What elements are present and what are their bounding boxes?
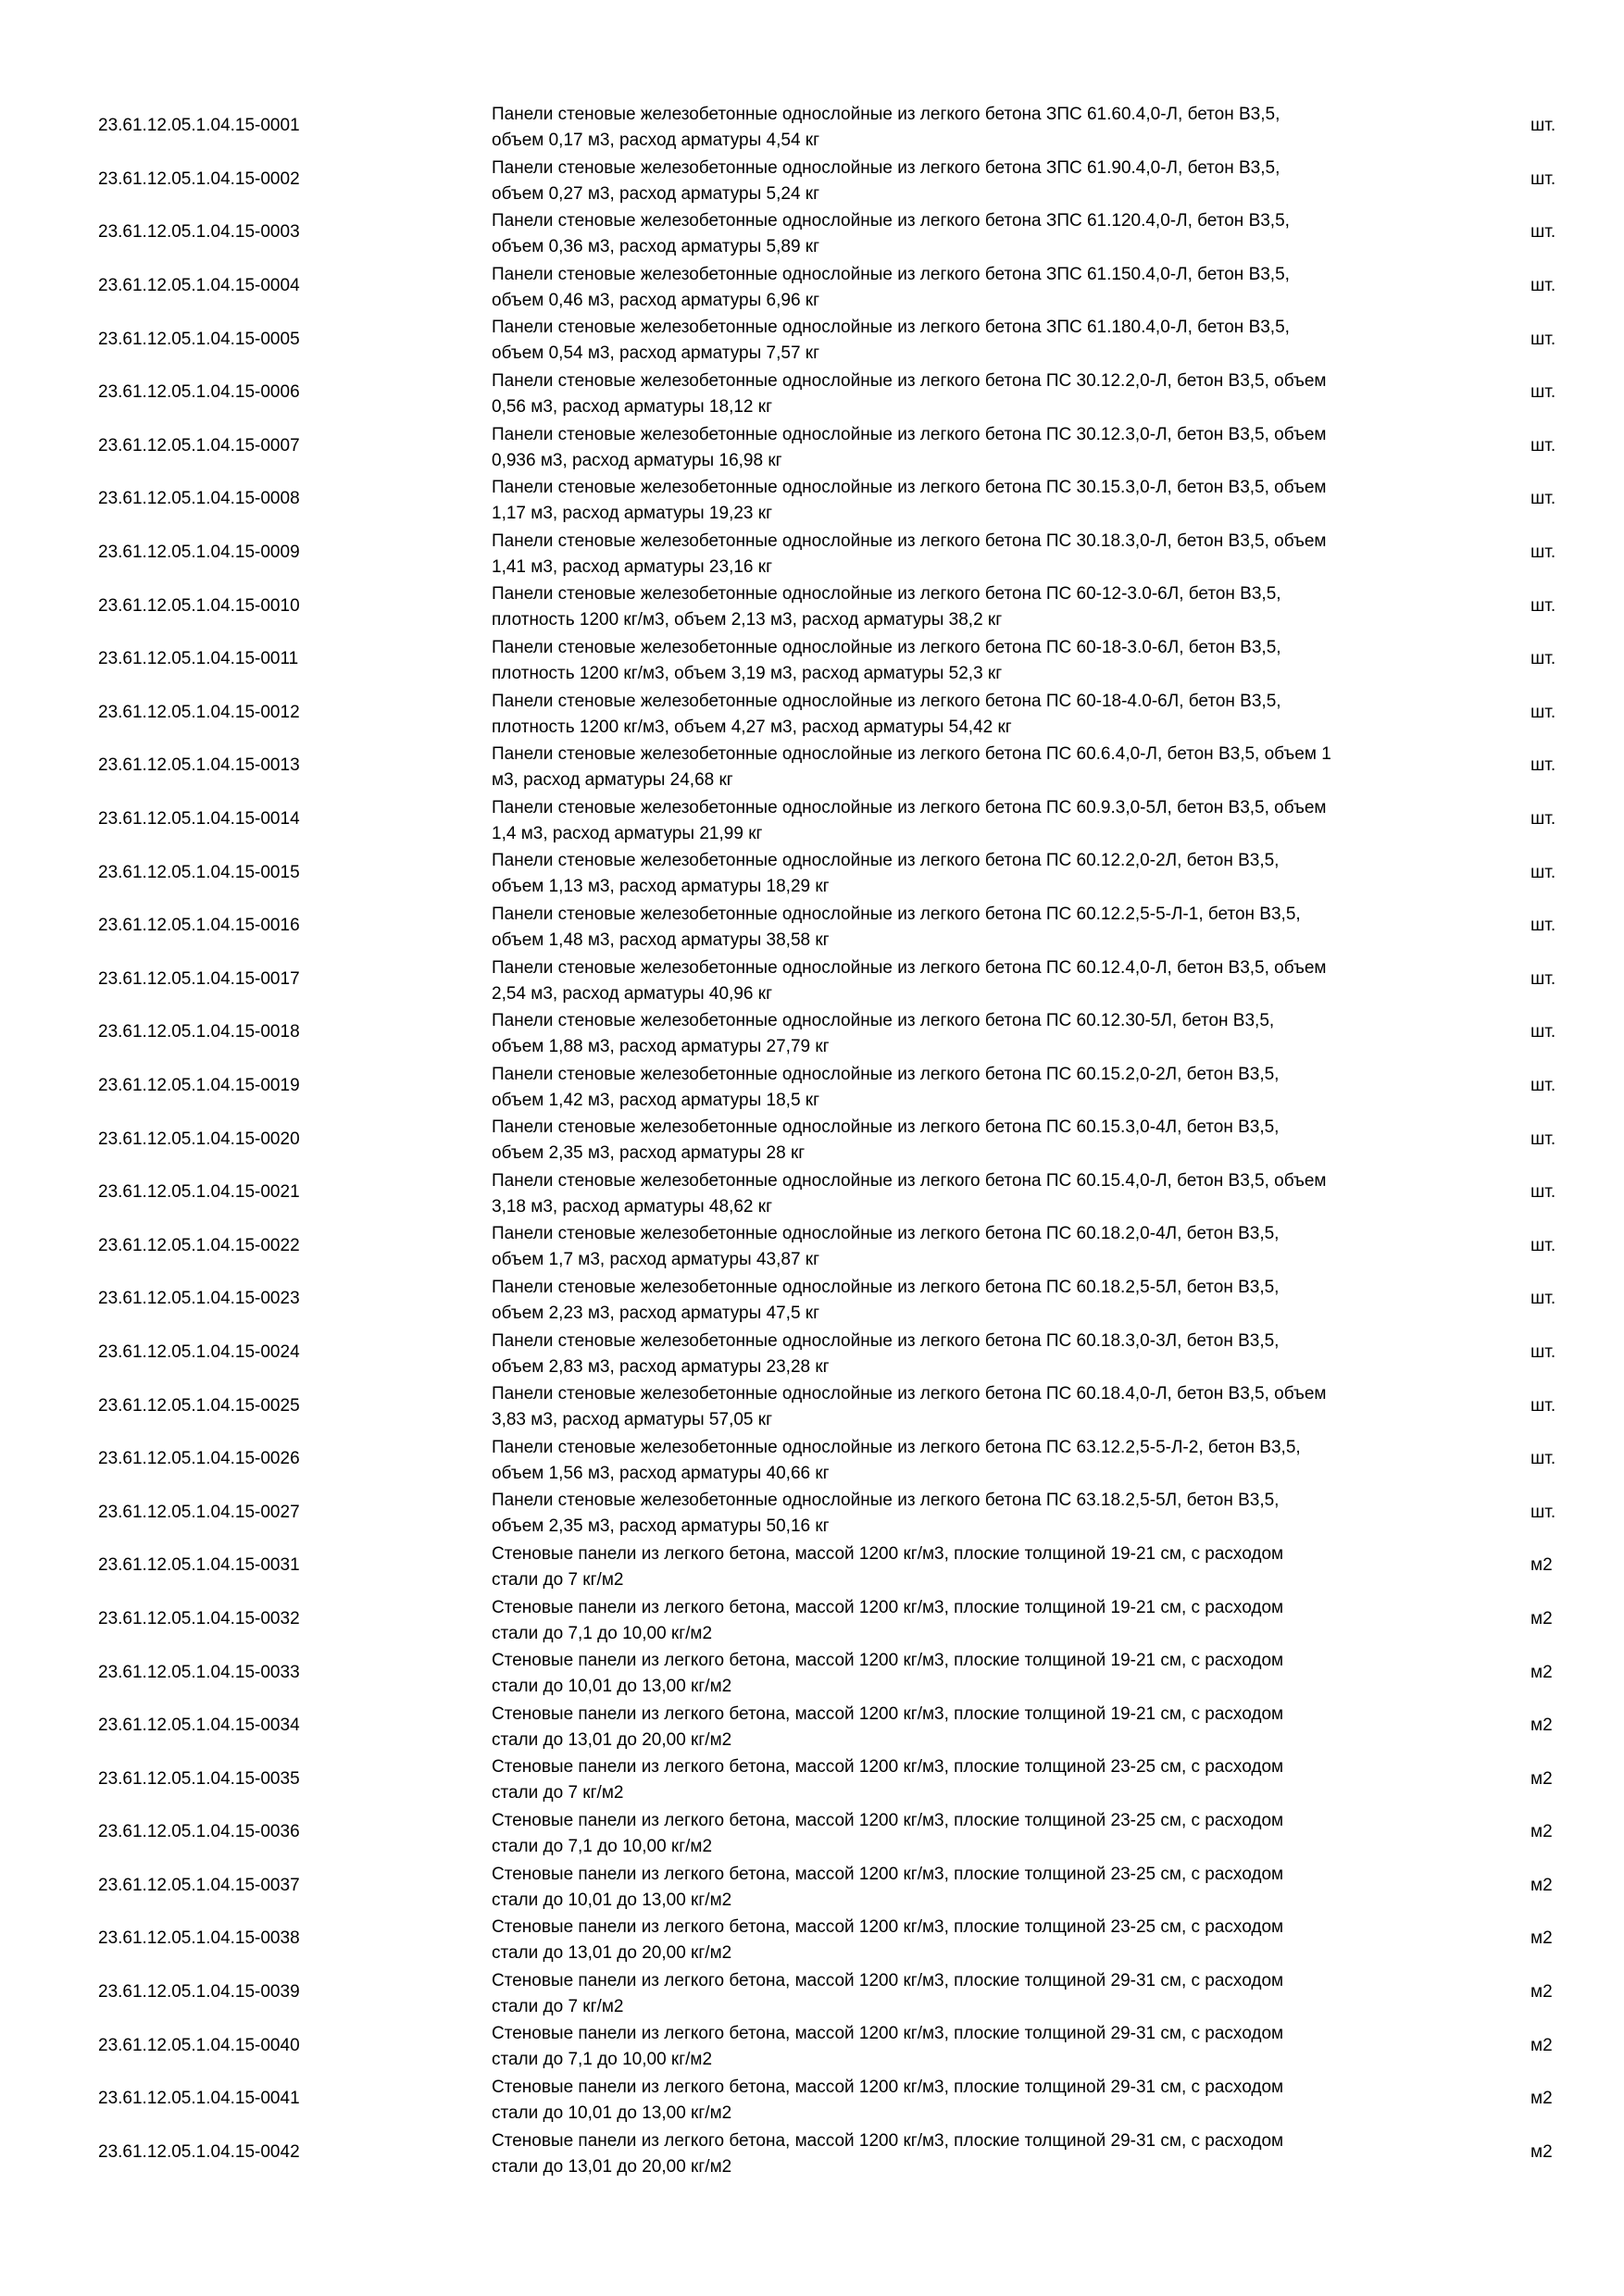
resource-code: 23.61.12.05.1.04.15-0040 bbox=[98, 2035, 300, 2055]
resource-description: Панели стеновые железобетонные однослойные из легкого бетона ПС 60.15.2,0-2Л, бетон В3,5, объем 1,42 м3, расход арматуры 18,5 кг bbox=[492, 1064, 1280, 1110]
price-list-table bbox=[0, 99, 1624, 2178]
table-row bbox=[0, 899, 1624, 953]
unit-of-measure: шт. bbox=[1530, 916, 1556, 936]
unit-of-measure: м2 bbox=[1530, 1768, 1553, 1789]
resource-code: 23.61.12.05.1.04.15-0041 bbox=[98, 2089, 300, 2109]
resource-code: 23.61.12.05.1.04.15-0032 bbox=[98, 1608, 300, 1628]
resource-code: 23.61.12.05.1.04.15-0039 bbox=[98, 1982, 300, 2003]
table-row bbox=[0, 259, 1624, 313]
unit-of-measure: м2 bbox=[1530, 2089, 1553, 2109]
resource-code: 23.61.12.05.1.04.15-0022 bbox=[98, 1235, 300, 1255]
table-row bbox=[0, 686, 1624, 740]
unit-of-measure: шт. bbox=[1530, 168, 1556, 189]
resource-description: Панели стеновые железобетонные однослойные из легкого бетона ЗПС 61.180.4,0-Л, бетон В3,5, объем 0,54 м3, расход арматуры 7,57 кг bbox=[492, 318, 1290, 364]
table-row bbox=[0, 312, 1624, 366]
unit-of-measure: шт. bbox=[1530, 1289, 1556, 1309]
table-row bbox=[0, 206, 1624, 259]
unit-of-measure: м2 bbox=[1530, 1555, 1553, 1576]
resource-code: 23.61.12.05.1.04.15-0013 bbox=[98, 755, 300, 776]
table-row bbox=[0, 1218, 1624, 1272]
unit-of-measure: шт. bbox=[1530, 649, 1556, 669]
resource-code: 23.61.12.05.1.04.15-0020 bbox=[98, 1129, 300, 1149]
table-row bbox=[0, 845, 1624, 899]
resource-code: 23.61.12.05.1.04.15-0005 bbox=[98, 329, 300, 349]
table-row bbox=[0, 1592, 1624, 1646]
unit-of-measure: шт. bbox=[1530, 1502, 1556, 1522]
unit-of-measure: шт. bbox=[1530, 595, 1556, 616]
table-row bbox=[0, 739, 1624, 792]
unit-of-measure: шт. bbox=[1530, 222, 1556, 243]
resource-description: Панели стеновые железобетонные однослойные из легкого бетона ПС 60.12.2,0-2Л, бетон В3,5, объем 1,13 м3, расход арматуры 18,29 кг bbox=[492, 851, 1280, 897]
table-row bbox=[0, 632, 1624, 686]
resource-description: Панели стеновые железобетонные однослойные из легкого бетона ПС 60.9.3,0-5Л, бетон В3,5, объем 1,4 м3, расход арматуры 21,99 кг bbox=[492, 797, 1327, 843]
table-row bbox=[0, 792, 1624, 846]
resource-description: Панели стеновые железобетонные однослойные из легкого бетона ПС 60.6.4,0-Л, бетон В3,5, объем 1 м3, расход арматуры 24,68 кг bbox=[492, 744, 1331, 791]
resource-description: Панели стеновые железобетонные однослойные из легкого бетона ЗПС 61.60.4,0-Л, бетон В3,5, объем 0,17 м3, расход арматуры 4,54 кг bbox=[492, 105, 1280, 150]
resource-description: Стеновые панели из легкого бетона, массой 1200 кг/м3, плоские толщиной 29-31 см, с расходом стали до 10,01 до 13,00 кг/м2 bbox=[492, 2077, 1284, 2123]
resource-description: Стеновые панели из легкого бетона, массой 1200 кг/м3, плоские толщиной 29-31 см, с расходом стали до 7,1 до 10,00 кг/м2 bbox=[492, 2024, 1284, 2070]
unit-of-measure: шт. bbox=[1530, 435, 1556, 455]
resource-code: 23.61.12.05.1.04.15-0001 bbox=[98, 116, 300, 136]
resource-code: 23.61.12.05.1.04.15-0025 bbox=[98, 1395, 300, 1416]
resource-description: Панели стеновые железобетонные однослойные из легкого бетона ПС 60.18.3,0-3Л, бетон В3,5, объем 2,83 м3, расход арматуры 23,28 кг bbox=[492, 1330, 1280, 1377]
resource-description: Панели стеновые железобетонные однослойные из легкого бетона ПС 30.15.3,0-Л, бетон В3,5, объем 1,17 м3, расход арматуры 19,23 кг bbox=[492, 478, 1327, 524]
resource-description: Панели стеновые железобетонные однослойные из легкого бетона ПС 30.12.2,0-Л, бетон В3,5, объем 0,56 м3, расход арматуры 18,12 кг bbox=[492, 370, 1327, 417]
resource-description: Стеновые панели из легкого бетона, массой 1200 кг/м3, плоские толщиной 23-25 см, с расходом стали до 13,01 до 20,00 кг/м2 bbox=[492, 1917, 1284, 1964]
resource-code: 23.61.12.05.1.04.15-0004 bbox=[98, 276, 300, 296]
unit-of-measure: м2 bbox=[1530, 1875, 1553, 1895]
table-row bbox=[0, 1859, 1624, 1913]
resource-description: Стеновые панели из легкого бетона, массой 1200 кг/м3, плоские толщиной 23-25 см, с расходом стали до 7,1 до 10,00 кг/м2 bbox=[492, 1811, 1284, 1856]
resource-description: Панели стеновые железобетонные однослойные из легкого бетона ПС 60.18.4,0-Л, бетон В3,5, объем 3,83 м3, расход арматуры 57,05 кг bbox=[492, 1384, 1327, 1430]
resource-code: 23.61.12.05.1.04.15-0037 bbox=[98, 1875, 300, 1895]
unit-of-measure: шт. bbox=[1530, 1341, 1556, 1362]
resource-code: 23.61.12.05.1.04.15-0031 bbox=[98, 1555, 300, 1576]
resource-description: Панели стеновые железобетонные однослойные из легкого бетона ПС 63.18.2,5-5Л, бетон В3,5, объем 2,35 м3, расход арматуры 50,16 кг bbox=[492, 1491, 1280, 1537]
table-row bbox=[0, 366, 1624, 419]
unit-of-measure: м2 bbox=[1530, 1982, 1553, 2003]
unit-of-measure: шт. bbox=[1530, 1395, 1556, 1416]
resource-code: 23.61.12.05.1.04.15-0027 bbox=[98, 1502, 300, 1522]
resource-code: 23.61.12.05.1.04.15-0024 bbox=[98, 1341, 300, 1362]
table-row bbox=[0, 1752, 1624, 1805]
resource-code: 23.61.12.05.1.04.15-0009 bbox=[98, 543, 300, 563]
resource-description: Стеновые панели из легкого бетона, массой 1200 кг/м3, плоские толщиной 23-25 см, с расходом стали до 7 кг/м2 bbox=[492, 1757, 1284, 1803]
unit-of-measure: м2 bbox=[1530, 2035, 1553, 2055]
resource-description: Панели стеновые железобетонные однослойные из легкого бетона ПС 30.12.3,0-Л, бетон В3,5, объем 0,936 м3, расход арматуры 16,98 кг bbox=[492, 424, 1327, 470]
unit-of-measure: м2 bbox=[1530, 1662, 1553, 1682]
resource-code: 23.61.12.05.1.04.15-0003 bbox=[98, 222, 300, 243]
unit-of-measure: м2 bbox=[1530, 1608, 1553, 1628]
resource-description: Панели стеновые железобетонные однослойные из легкого бетона ПС 60.15.4,0-Л, бетон В3,5, объем 3,18 м3, расход арматуры 48,62 кг bbox=[492, 1170, 1327, 1217]
unit-of-measure: шт. bbox=[1530, 543, 1556, 563]
unit-of-measure: шт. bbox=[1530, 755, 1556, 776]
resource-description: Стеновые панели из легкого бетона, массой 1200 кг/м3, плоские толщиной 29-31 см, с расходом стали до 13,01 до 20,00 кг/м2 bbox=[492, 2130, 1284, 2177]
resource-description: Стеновые панели из легкого бетона, массой 1200 кг/м3, плоские толщиной 19-21 см, с расходом стали до 13,01 до 20,00 кг/м2 bbox=[492, 1703, 1284, 1750]
table-row bbox=[0, 2018, 1624, 2072]
resource-description: Панели стеновые железобетонные однослойные из легкого бетона ПС 63.12.2,5-5-Л-2, бетон В3,5, объем 1,56 м3, расход арматуры 40,66 кг bbox=[492, 1437, 1301, 1483]
unit-of-measure: шт. bbox=[1530, 1022, 1556, 1042]
table-row bbox=[0, 472, 1624, 526]
unit-of-measure: м2 bbox=[1530, 1716, 1553, 1736]
resource-description: Панели стеновые железобетонные однослойные из легкого бетона ПС 60.12.30-5Л, бетон В3,5, объем 1,88 м3, расход арматуры 27,79 кг bbox=[492, 1011, 1275, 1057]
resource-description: Стеновые панели из легкого бетона, массой 1200 кг/м3, плоские толщиной 29-31 см, с расходом стали до 7 кг/м2 bbox=[492, 1970, 1284, 2016]
table-row bbox=[0, 526, 1624, 580]
unit-of-measure: шт. bbox=[1530, 862, 1556, 882]
resource-description: Панели стеновые железобетонные однослойные из легкого бетона ЗПС 61.150.4,0-Л, бетон В3,5, объем 0,46 м3, расход арматуры 6,96 кг bbox=[492, 264, 1290, 310]
unit-of-measure: шт. bbox=[1530, 702, 1556, 722]
resource-description: Панели стеновые железобетонные однослойные из легкого бетона ПС 60.12.2,5-5-Л-1, бетон В3,5, объем 1,48 м3, расход арматуры 38,58 кг bbox=[492, 904, 1301, 950]
resource-description: Стеновые панели из легкого бетона, массой 1200 кг/м3, плоские толщиной 19-21 см, с расходом стали до 7,1 до 10,00 кг/м2 bbox=[492, 1597, 1284, 1643]
unit-of-measure: шт. bbox=[1530, 116, 1556, 136]
table-row bbox=[0, 153, 1624, 206]
resource-code: 23.61.12.05.1.04.15-0021 bbox=[98, 1182, 300, 1203]
resource-code: 23.61.12.05.1.04.15-0011 bbox=[98, 649, 299, 669]
resource-code: 23.61.12.05.1.04.15-0006 bbox=[98, 382, 300, 403]
table-row bbox=[0, 1112, 1624, 1166]
resource-code: 23.61.12.05.1.04.15-0008 bbox=[98, 489, 300, 509]
resource-code: 23.61.12.05.1.04.15-0042 bbox=[98, 2141, 300, 2162]
unit-of-measure: шт. bbox=[1530, 1129, 1556, 1149]
resource-description: Панели стеновые железобетонные однослойные из легкого бетона ПС 30.18.3,0-Л, бетон В3,5, объем 1,41 м3, расход арматуры 23,16 кг bbox=[492, 530, 1327, 577]
resource-description: Панели стеновые железобетонные однослойные из легкого бетона ПС 60.18.2,5-5Л, бетон В3,5, объем 2,23 м3, расход арматуры 47,5 кг bbox=[492, 1278, 1280, 1324]
unit-of-measure: м2 bbox=[1530, 1822, 1553, 1842]
resource-description: Стеновые панели из легкого бетона, массой 1200 кг/м3, плоские толщиной 19-21 см, с расходом стали до 10,01 до 13,00 кг/м2 bbox=[492, 1651, 1284, 1697]
table-row bbox=[0, 1272, 1624, 1326]
table-row bbox=[0, 99, 1624, 153]
unit-of-measure: шт. bbox=[1530, 329, 1556, 349]
table-row bbox=[0, 1539, 1624, 1592]
resource-code: 23.61.12.05.1.04.15-0014 bbox=[98, 809, 300, 830]
resource-description: Панели стеновые железобетонные однослойные из легкого бетона ПС 60.15.3,0-4Л, бетон В3,5, объем 2,35 м3, расход арматуры 28 кг bbox=[492, 1117, 1280, 1164]
unit-of-measure: м2 bbox=[1530, 2141, 1553, 2162]
resource-description: Стеновые панели из легкого бетона, массой 1200 кг/м3, плоские толщиной 23-25 см, с расходом стали до 10,01 до 13,00 кг/м2 bbox=[492, 1864, 1284, 1910]
resource-description: Панели стеновые железобетонные однослойные из легкого бетона ПС 60.12.4,0-Л, бетон В3,5, объем 2,54 м3, расход арматуры 40,96 кг bbox=[492, 957, 1327, 1004]
unit-of-measure: шт. bbox=[1530, 1449, 1556, 1469]
resource-description: Панели стеновые железобетонные однослойные из легкого бетона ПС 60-18-4.0-6Л, бетон В3,5, плотность 1200 кг/м3, объем 4,27 м3, расход арматуры 54,42 кг bbox=[492, 691, 1281, 737]
table-row bbox=[0, 579, 1624, 632]
resource-description: Панели стеновые железобетонные однослойные из легкого бетона ЗПС 61.120.4,0-Л, бетон В3,5, объем 0,36 м3, расход арматуры 5,89 кг bbox=[492, 211, 1290, 257]
resource-code: 23.61.12.05.1.04.15-0034 bbox=[98, 1716, 300, 1736]
table-row bbox=[0, 953, 1624, 1006]
unit-of-measure: м2 bbox=[1530, 1928, 1553, 1949]
resource-code: 23.61.12.05.1.04.15-0018 bbox=[98, 1022, 300, 1042]
table-row bbox=[0, 1912, 1624, 1965]
unit-of-measure: шт. bbox=[1530, 489, 1556, 509]
table-row bbox=[0, 1485, 1624, 1539]
resource-code: 23.61.12.05.1.04.15-0036 bbox=[98, 1822, 300, 1842]
table-row bbox=[0, 1059, 1624, 1113]
table-row bbox=[0, 1965, 1624, 2019]
table-row bbox=[0, 2126, 1624, 2179]
table-row bbox=[0, 1005, 1624, 1059]
resource-code: 23.61.12.05.1.04.15-0033 bbox=[98, 1662, 300, 1682]
resource-code: 23.61.12.05.1.04.15-0015 bbox=[98, 862, 300, 882]
resource-code: 23.61.12.05.1.04.15-0019 bbox=[98, 1075, 300, 1095]
unit-of-measure: шт. bbox=[1530, 276, 1556, 296]
resource-code: 23.61.12.05.1.04.15-0026 bbox=[98, 1449, 300, 1469]
resource-code: 23.61.12.05.1.04.15-0016 bbox=[98, 916, 300, 936]
resource-code: 23.61.12.05.1.04.15-0023 bbox=[98, 1289, 300, 1309]
table-row bbox=[0, 1326, 1624, 1379]
unit-of-measure: шт. bbox=[1530, 809, 1556, 830]
resource-code: 23.61.12.05.1.04.15-0035 bbox=[98, 1768, 300, 1789]
unit-of-measure: шт. bbox=[1530, 382, 1556, 403]
resource-code: 23.61.12.05.1.04.15-0012 bbox=[98, 702, 300, 722]
unit-of-measure: шт. bbox=[1530, 968, 1556, 989]
unit-of-measure: шт. bbox=[1530, 1182, 1556, 1203]
unit-of-measure: шт. bbox=[1530, 1235, 1556, 1255]
resource-code: 23.61.12.05.1.04.15-0007 bbox=[98, 435, 300, 455]
table-row bbox=[0, 1805, 1624, 1859]
resource-code: 23.61.12.05.1.04.15-0017 bbox=[98, 968, 300, 989]
table-row bbox=[0, 1645, 1624, 1699]
resource-description: Панели стеновые железобетонные однослойные из легкого бетона ЗПС 61.90.4,0-Л, бетон В3,5, объем 0,27 м3, расход арматуры 5,24 кг bbox=[492, 157, 1280, 204]
resource-description: Панели стеновые железобетонные однослойные из легкого бетона ПС 60-12-3.0-6Л, бетон В3,5, плотность 1200 кг/м3, объем 2,13 м3, расход арматуры 38,2 кг bbox=[492, 584, 1281, 630]
unit-of-measure: шт. bbox=[1530, 1075, 1556, 1095]
resource-code: 23.61.12.05.1.04.15-0038 bbox=[98, 1928, 300, 1949]
table-row bbox=[0, 1432, 1624, 1486]
table-row bbox=[0, 2072, 1624, 2126]
table-row bbox=[0, 1699, 1624, 1753]
resource-code: 23.61.12.05.1.04.15-0002 bbox=[98, 168, 300, 189]
table-row bbox=[0, 1379, 1624, 1432]
table-row bbox=[0, 419, 1624, 473]
resource-description: Стеновые панели из легкого бетона, массой 1200 кг/м3, плоские толщиной 19-21 см, с расходом стали до 7 кг/м2 bbox=[492, 1544, 1284, 1591]
resource-code: 23.61.12.05.1.04.15-0010 bbox=[98, 595, 300, 616]
table-row bbox=[0, 1166, 1624, 1219]
resource-description: Панели стеновые железобетонные однослойные из легкого бетона ПС 60-18-3.0-6Л, бетон В3,5, плотность 1200 кг/м3, объем 3,19 м3, расход арматуры 52,3 кг bbox=[492, 637, 1281, 683]
resource-description: Панели стеновые железобетонные однослойные из легкого бетона ПС 60.18.2,0-4Л, бетон В3,5, объем 1,7 м3, расход арматуры 43,87 кг bbox=[492, 1224, 1280, 1270]
